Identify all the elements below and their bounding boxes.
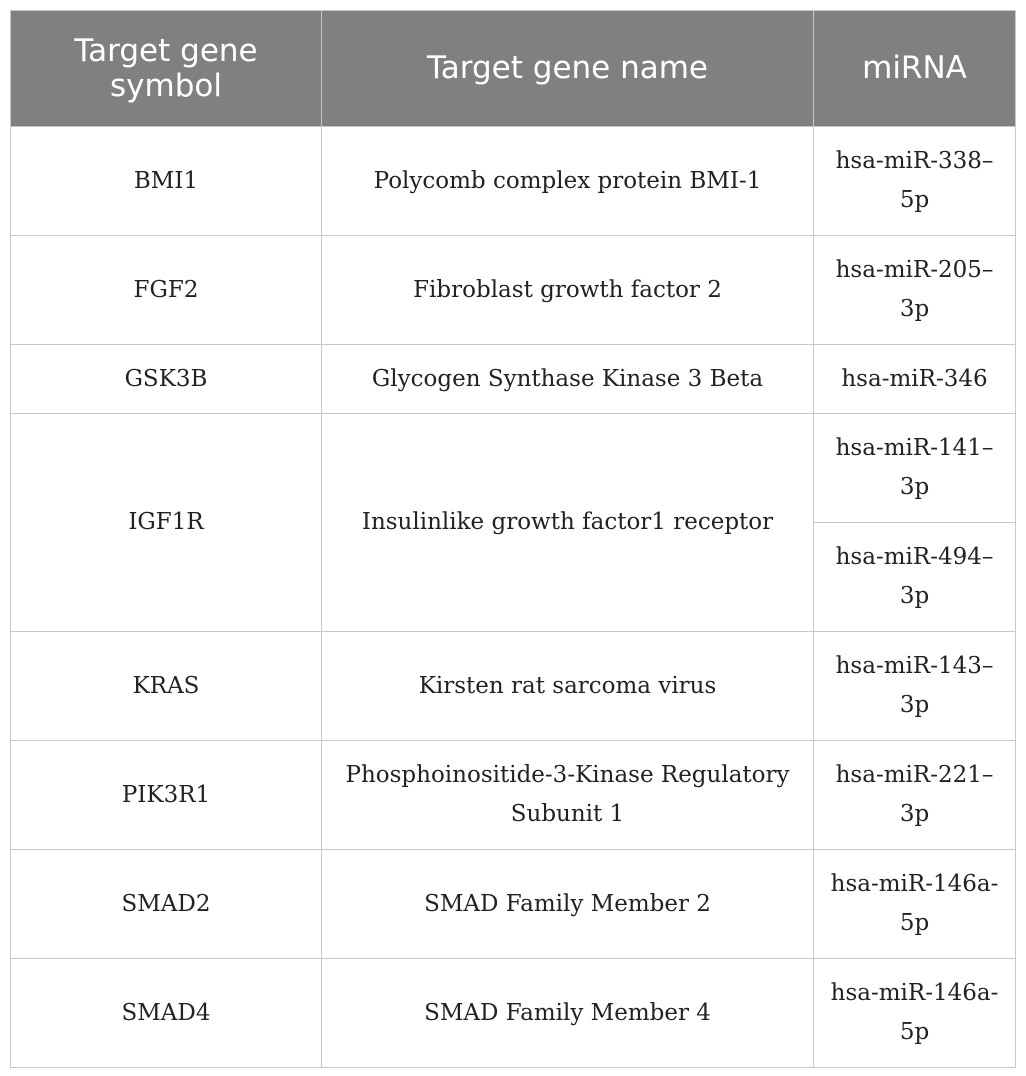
table-row [11,741,1016,850]
gene-symbol-cell: SMAD2 [11,850,322,959]
gene-symbol-cell: SMAD4 [11,959,322,1068]
mirna-cell: hsa-miR-346 [814,345,1016,414]
mirna-cell: hsa-miR-141–3p [814,414,1016,523]
gene-symbol-cell: BMI1 [11,127,322,236]
table-row [11,127,1016,236]
mirna-cell: hsa-miR-494–3p [814,523,1016,632]
mirna-cell: hsa-miR-338–5p [814,127,1016,236]
table-row [11,236,1016,345]
header-mirna: miRNA [814,11,1016,127]
header-target-gene-symbol: Target gene symbol [11,11,322,127]
gene-name-cell: SMAD Family Member 4 [322,959,814,1068]
table-row [11,632,1016,741]
header-row [11,11,1016,127]
mirna-cell: hsa-miR-146a-5p [814,850,1016,959]
gene-name-cell: Insulinlike growth factor1 receptor [322,414,814,632]
gene-name-cell: Fibroblast growth factor 2 [322,236,814,345]
table-row [11,345,1016,414]
mirna-cell: hsa-miR-143–3p [814,632,1016,741]
gene-symbol-cell: GSK3B [11,345,322,414]
gene-symbol-cell: IGF1R [11,414,322,632]
gene-name-cell: Glycogen Synthase Kinase 3 Beta [322,345,814,414]
gene-mirna-table [10,10,1016,1068]
gene-name-cell: Kirsten rat sarcoma virus [322,632,814,741]
table-row [11,850,1016,959]
table-row [11,959,1016,1068]
gene-symbol-cell: KRAS [11,632,322,741]
gene-name-cell: Polycomb complex protein BMI-1 [322,127,814,236]
table-row [11,414,1016,523]
mirna-cell: hsa-miR-221–3p [814,741,1016,850]
table-container [10,10,1015,1068]
gene-name-cell: SMAD Family Member 2 [322,850,814,959]
header-target-gene-name: Target gene name [322,11,814,127]
mirna-cell: hsa-miR-205–3p [814,236,1016,345]
gene-symbol-cell: PIK3R1 [11,741,322,850]
gene-name-cell: Phosphoinositide-3-Kinase Regulatory Subunit 1 [322,741,814,850]
mirna-cell: hsa-miR-146a-5p [814,959,1016,1068]
gene-symbol-cell: FGF2 [11,236,322,345]
